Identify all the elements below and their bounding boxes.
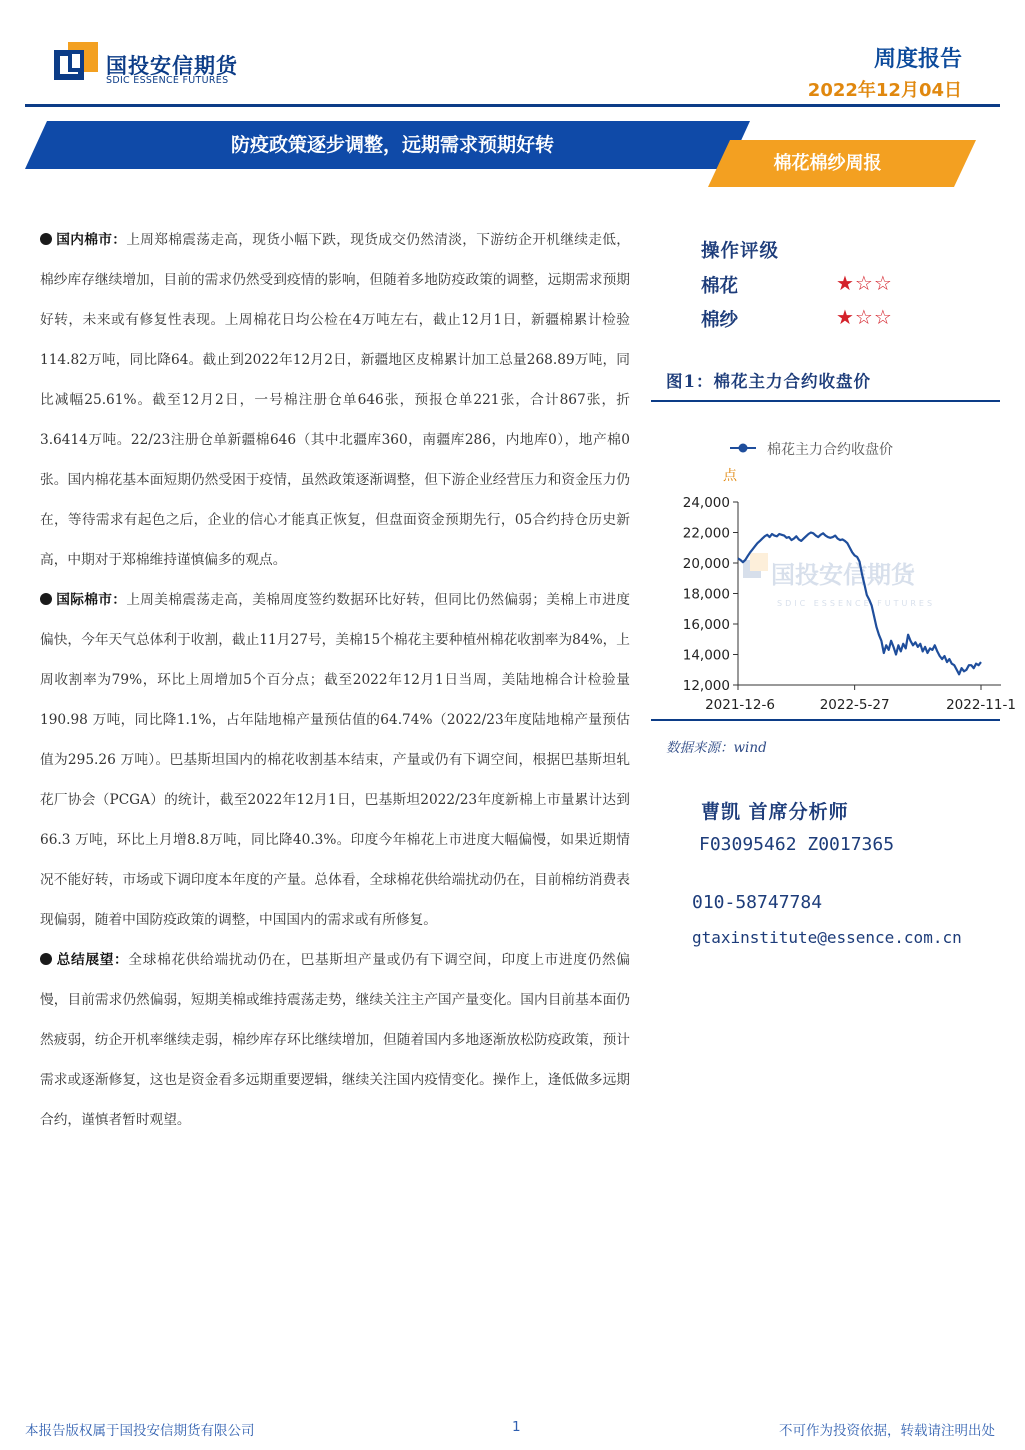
rating-stars-cotton: ★☆☆ xyxy=(836,271,893,295)
watermark-logo-icon xyxy=(750,553,768,571)
bullet-icon xyxy=(40,593,52,605)
report-headline: 防疫政策逐步调整，远期需求预期好转 xyxy=(230,134,554,156)
company-name-en: SDIC ESSENCE FUTURES xyxy=(106,75,229,86)
chart-legend xyxy=(730,441,893,458)
report-series-name: 棉花棉纱周报 xyxy=(773,153,882,174)
y-tick-label: 18,000 xyxy=(682,586,730,603)
chart-watermark xyxy=(743,553,935,608)
company-name-cn: 国投安信期货 xyxy=(106,54,238,78)
legend-label: 棉花主力合约收盘价 xyxy=(767,442,893,458)
section-outlook xyxy=(40,940,630,1140)
section-international xyxy=(40,580,630,940)
watermark-text-cn: 国投安信期货 xyxy=(771,561,915,589)
y-tick-label: 20,000 xyxy=(682,556,730,572)
figure-top-divider xyxy=(651,400,1000,402)
analyst-phone: 010-58747784 xyxy=(692,892,823,913)
y-tick-label: 16,000 xyxy=(682,617,730,633)
y-tick-label: 24,000 xyxy=(682,495,730,511)
report-date: 2022年12月04日 xyxy=(807,80,962,101)
rating-title: 操作评级 xyxy=(701,241,780,262)
x-tick-label: 2021-12-6 xyxy=(705,697,775,713)
section-lead: 总结展望： xyxy=(56,952,129,968)
section-text: 上周美棉震荡走高，美棉周度签约数据环比好转，但同比仍然偏弱；美棉上市进度偏快，今年天气总体利于收割，截止11月27号，美棉15个棉花主要种植州棉花收割率为84%，上周收割率为79%，环比上周增加5个百分点；截至2022年12月1日当周，美陆地棉合计检验量190.98 万吨，同比降1.1%，占年陆地棉产量预估值的64.74%（2022/23年度陆地棉产量预估值为295.26 万吨）。巴基斯坦国内的棉花收割基本结束，产量或仍有下调空间，根据巴基斯坦轧花厂协会（PCGA）的统计，截至2022年12月1日，巴基斯坦2022/23年度新棉上市量累计达到66.3 万吨，环比上月增8.8万吨，同比降40.3%。印度今年棉花上市进度大幅偏慢，如果近期情况不能好转，市场或下调印度本年度的产量。总体看，全球棉花供给端扰动仍在，目前棉纺消费表现偏弱，随着中国防疫政策的调整，中国国内的需求或有所修复。 xyxy=(40,592,630,928)
analyst-name: 曹凯 首席分析师 xyxy=(701,801,849,823)
data-source: 数据来源：wind xyxy=(666,740,767,756)
price-line-chart xyxy=(651,420,1016,720)
report-type: 周度报告 xyxy=(873,47,962,72)
rating-item-yarn: 棉纱 xyxy=(701,310,739,331)
y-tick-label: 12,000 xyxy=(682,678,730,694)
y-axis-unit: 点 xyxy=(723,468,737,484)
y-tick-label: 22,000 xyxy=(682,525,730,542)
rating-stars-yarn: ★☆☆ xyxy=(836,305,893,329)
footer-disclaimer: 不可作为投资依据，转载请注明出处 xyxy=(779,1423,995,1439)
figure-bottom-divider xyxy=(651,719,1000,721)
watermark-text-en: SDIC ESSENCE FUTURES xyxy=(777,599,936,608)
company-logo-icon xyxy=(54,42,98,86)
section-text: 上周郑棉震荡走高，现货小幅下跌，现货成交仍然清淡，下游纺企开机继续走低，棉纱库存继续增加，目前的需求仍然受到疫情的影响，但随着多地防疫政策的调整，远期需求预期好转，未来或有修复性表现。上周棉花日均公检在4万吨左右，截止12月1日，新疆棉累计检验114.82万吨，同比降64。截止到2022年12月2日，新疆地区皮棉累计加工总量268.89万吨，同比减幅25.61%。截至12月2日，一号棉注册仓单646张，预报仓单221张，合计867张，折3.6414万吨。22/23注册仓单新疆棉646（其中北疆库360，南疆库286，内地库0），地产棉0张。国内棉花基本面短期仍然受困于疫情，虽然政策逐渐调整，但下游企业经营压力和资金压力仍在，等待需求有起色之后，企业的信心才能真正恢复，但盘面资金预期先行，05合约持仓历史新高，中期对于郑棉维持谨慎偏多的观点。 xyxy=(40,232,630,568)
section-text: 全球棉花供给端扰动仍在，巴基斯坦产量或仍有下调空间，印度上市进度仍然偏慢，目前需求仍然偏弱，短期美棉或维持震荡走势，继续关注主产国产量变化。国内目前基本面仍然疲弱，纺企开机率继续走弱，棉纱库存环比继续增加，但随着国内多地逐渐放松防疫政策，预计需求或逐渐修复，这也是资金看多远期重要逻辑，继续关注国内疫情变化。操作上，逢低做多远期合约，谨慎者暂时观望。 xyxy=(40,952,630,1128)
analyst-email[interactable]: gtaxinstitute@essence.com.cn xyxy=(692,928,962,947)
report-body xyxy=(40,220,630,1140)
footer-copyright: 本报告版权属于国投安信期货有限公司 xyxy=(25,1423,255,1439)
rating-item-cotton: 棉花 xyxy=(701,276,739,297)
x-tick-label: 2022-11-1 xyxy=(946,697,1016,713)
analyst-certificates: F03095462 Z0017365 xyxy=(699,834,895,855)
legend-marker-icon xyxy=(739,444,748,453)
x-tick-label: 2022-5-27 xyxy=(819,697,890,713)
section-lead: 国际棉市： xyxy=(56,592,127,608)
footer-page-number: 1 xyxy=(512,1419,521,1435)
bullet-icon xyxy=(40,233,52,245)
header-divider xyxy=(25,104,1000,107)
y-tick-label: 14,000 xyxy=(682,647,730,664)
section-domestic xyxy=(40,220,630,580)
figure-title: 图1：棉花主力合约收盘价 xyxy=(666,372,871,391)
bullet-icon xyxy=(40,953,52,965)
section-lead: 国内棉市： xyxy=(56,232,127,248)
